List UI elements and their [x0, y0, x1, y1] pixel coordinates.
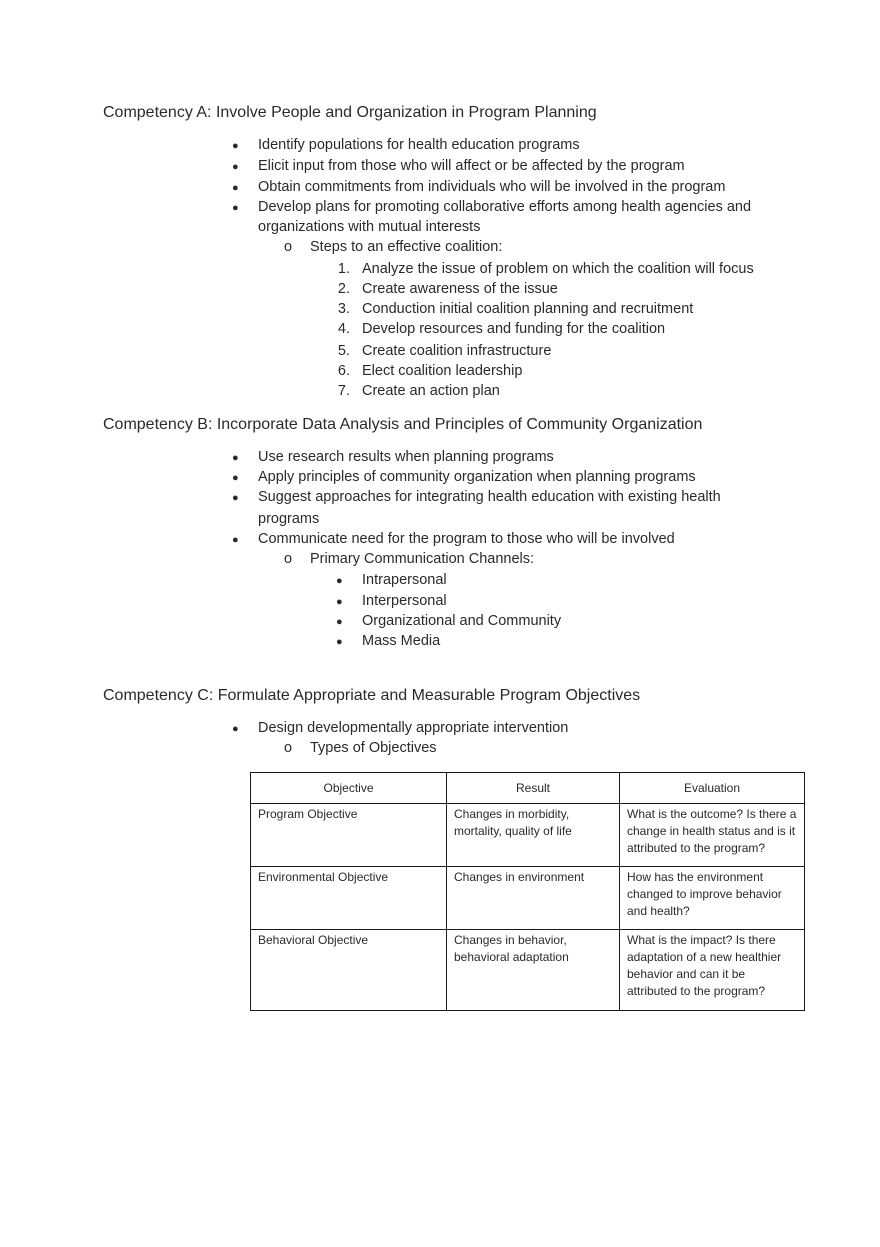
competency-a-heading: Competency A: Involve People and Organization in Program Planning — [103, 104, 597, 121]
bullet-marker: ● — [336, 596, 343, 608]
cell-objective — [251, 867, 447, 930]
cell-text: attributed to the program? — [627, 984, 766, 998]
step-item: Analyze the issue of problem on which the coalition will focus — [362, 261, 754, 277]
cell-objective — [251, 804, 447, 867]
step-item: Create coalition infrastructure — [362, 343, 552, 359]
competency-b-heading: Competency B: Incorporate Data Analysis and Principles of Community Organization — [103, 416, 703, 433]
cell-text: Program Objective — [258, 807, 358, 821]
step-number: 2. — [337, 281, 350, 297]
cell-text: What is the outcome? Is there a — [627, 807, 797, 821]
cell-evaluation — [620, 930, 805, 1011]
step-item: Create awareness of the issue — [362, 281, 558, 297]
table-header-row — [251, 773, 805, 804]
cell-text: behavior and can it be — [627, 967, 746, 981]
channel-item: Interpersonal — [362, 593, 447, 609]
sub-list-marker: o — [284, 551, 293, 567]
bullet-marker: ● — [232, 161, 239, 173]
step-number: 4. — [337, 321, 350, 337]
bullet-marker: ● — [232, 723, 239, 735]
bullet-marker: ● — [232, 140, 239, 152]
table-row — [251, 930, 805, 1011]
step-item: Develop resources and funding for the coalition — [362, 321, 666, 337]
list-item: Elicit input from those who will affect or be affected by the program — [258, 158, 685, 174]
bullet-marker: ● — [232, 492, 239, 504]
bullet-marker: ● — [336, 616, 343, 628]
channel-item: Organizational and Community — [362, 613, 562, 629]
header-result: Result — [447, 773, 620, 804]
bullet-marker: ● — [336, 636, 343, 648]
step-number: 3. — [337, 301, 350, 317]
sub-list-item: Primary Communication Channels: — [310, 551, 535, 567]
cell-text: adaptation of a new healthier — [627, 950, 782, 964]
bullet-marker: ● — [232, 534, 239, 546]
list-item: Develop plans for promoting collaborative efforts among health agencies and — [258, 199, 752, 215]
objectives-table — [250, 772, 805, 1011]
step-item: Conduction initial coalition planning and recruitment — [362, 301, 694, 317]
cell-text: What is the impact? Is there — [627, 933, 776, 947]
cell-text: and health? — [627, 904, 690, 918]
list-item-continuation: programs — [258, 511, 320, 527]
list-item-continuation: organizations with mutual interests — [258, 219, 481, 235]
channel-item: Intrapersonal — [362, 572, 447, 588]
list-item: Identify populations for health education programs — [258, 137, 580, 153]
list-item: Design developmentally appropriate intervention — [258, 720, 569, 736]
step-number: 1. — [337, 261, 350, 277]
step-number: 5. — [337, 343, 350, 359]
cell-objective — [251, 930, 447, 1011]
list-item: Obtain commitments from individuals who will be involved in the program — [258, 179, 726, 195]
bullet-marker: ● — [232, 182, 239, 194]
step-item: Create an action plan — [362, 383, 500, 399]
cell-text: Behavioral Objective — [258, 933, 369, 947]
list-item: Communicate need for the program to those who will be involved — [258, 531, 675, 547]
bullet-marker: ● — [232, 452, 239, 464]
cell-text: changed to improve behavior — [627, 887, 782, 901]
header-evaluation: Evaluation — [620, 773, 805, 804]
table-row — [251, 867, 805, 930]
cell-text: attributed to the program? — [627, 841, 766, 855]
channel-item: Mass Media — [362, 633, 441, 649]
competency-c-heading: Competency C: Formulate Appropriate and Measurable Program Objectives — [103, 687, 641, 704]
cell-text: Changes in behavior, — [454, 933, 567, 947]
step-number: 6. — [337, 363, 350, 379]
sub-list-marker: o — [284, 239, 293, 255]
list-item: Use research results when planning programs — [258, 449, 554, 465]
cell-text: Environmental Objective — [258, 870, 389, 884]
cell-result — [447, 804, 620, 867]
step-item: Elect coalition leadership — [362, 363, 523, 379]
table-row — [251, 804, 805, 867]
cell-text: Changes in environment — [454, 870, 585, 884]
cell-text: How has the environment — [627, 870, 764, 884]
bullet-marker: ● — [232, 472, 239, 484]
cell-result — [447, 867, 620, 930]
cell-evaluation — [620, 867, 805, 930]
list-item: Apply principles of community organization when planning programs — [258, 469, 696, 485]
step-number: 7. — [337, 383, 350, 399]
header-objective: Objective — [251, 773, 447, 804]
bullet-marker: ● — [336, 575, 343, 587]
cell-evaluation — [620, 804, 805, 867]
cell-text: change in health status and is it — [627, 824, 796, 838]
sub-list-item: Types of Objectives — [310, 740, 437, 756]
list-item: Suggest approaches for integrating health education with existing health — [258, 489, 721, 505]
sub-list-marker: o — [284, 740, 293, 756]
cell-text: behavioral adaptation — [454, 950, 569, 964]
cell-text: Changes in morbidity, — [454, 807, 570, 821]
bullet-marker: ● — [232, 202, 239, 214]
cell-text: mortality, quality of life — [454, 824, 572, 838]
cell-result — [447, 930, 620, 1011]
sub-list-item: Steps to an effective coalition: — [310, 239, 503, 255]
